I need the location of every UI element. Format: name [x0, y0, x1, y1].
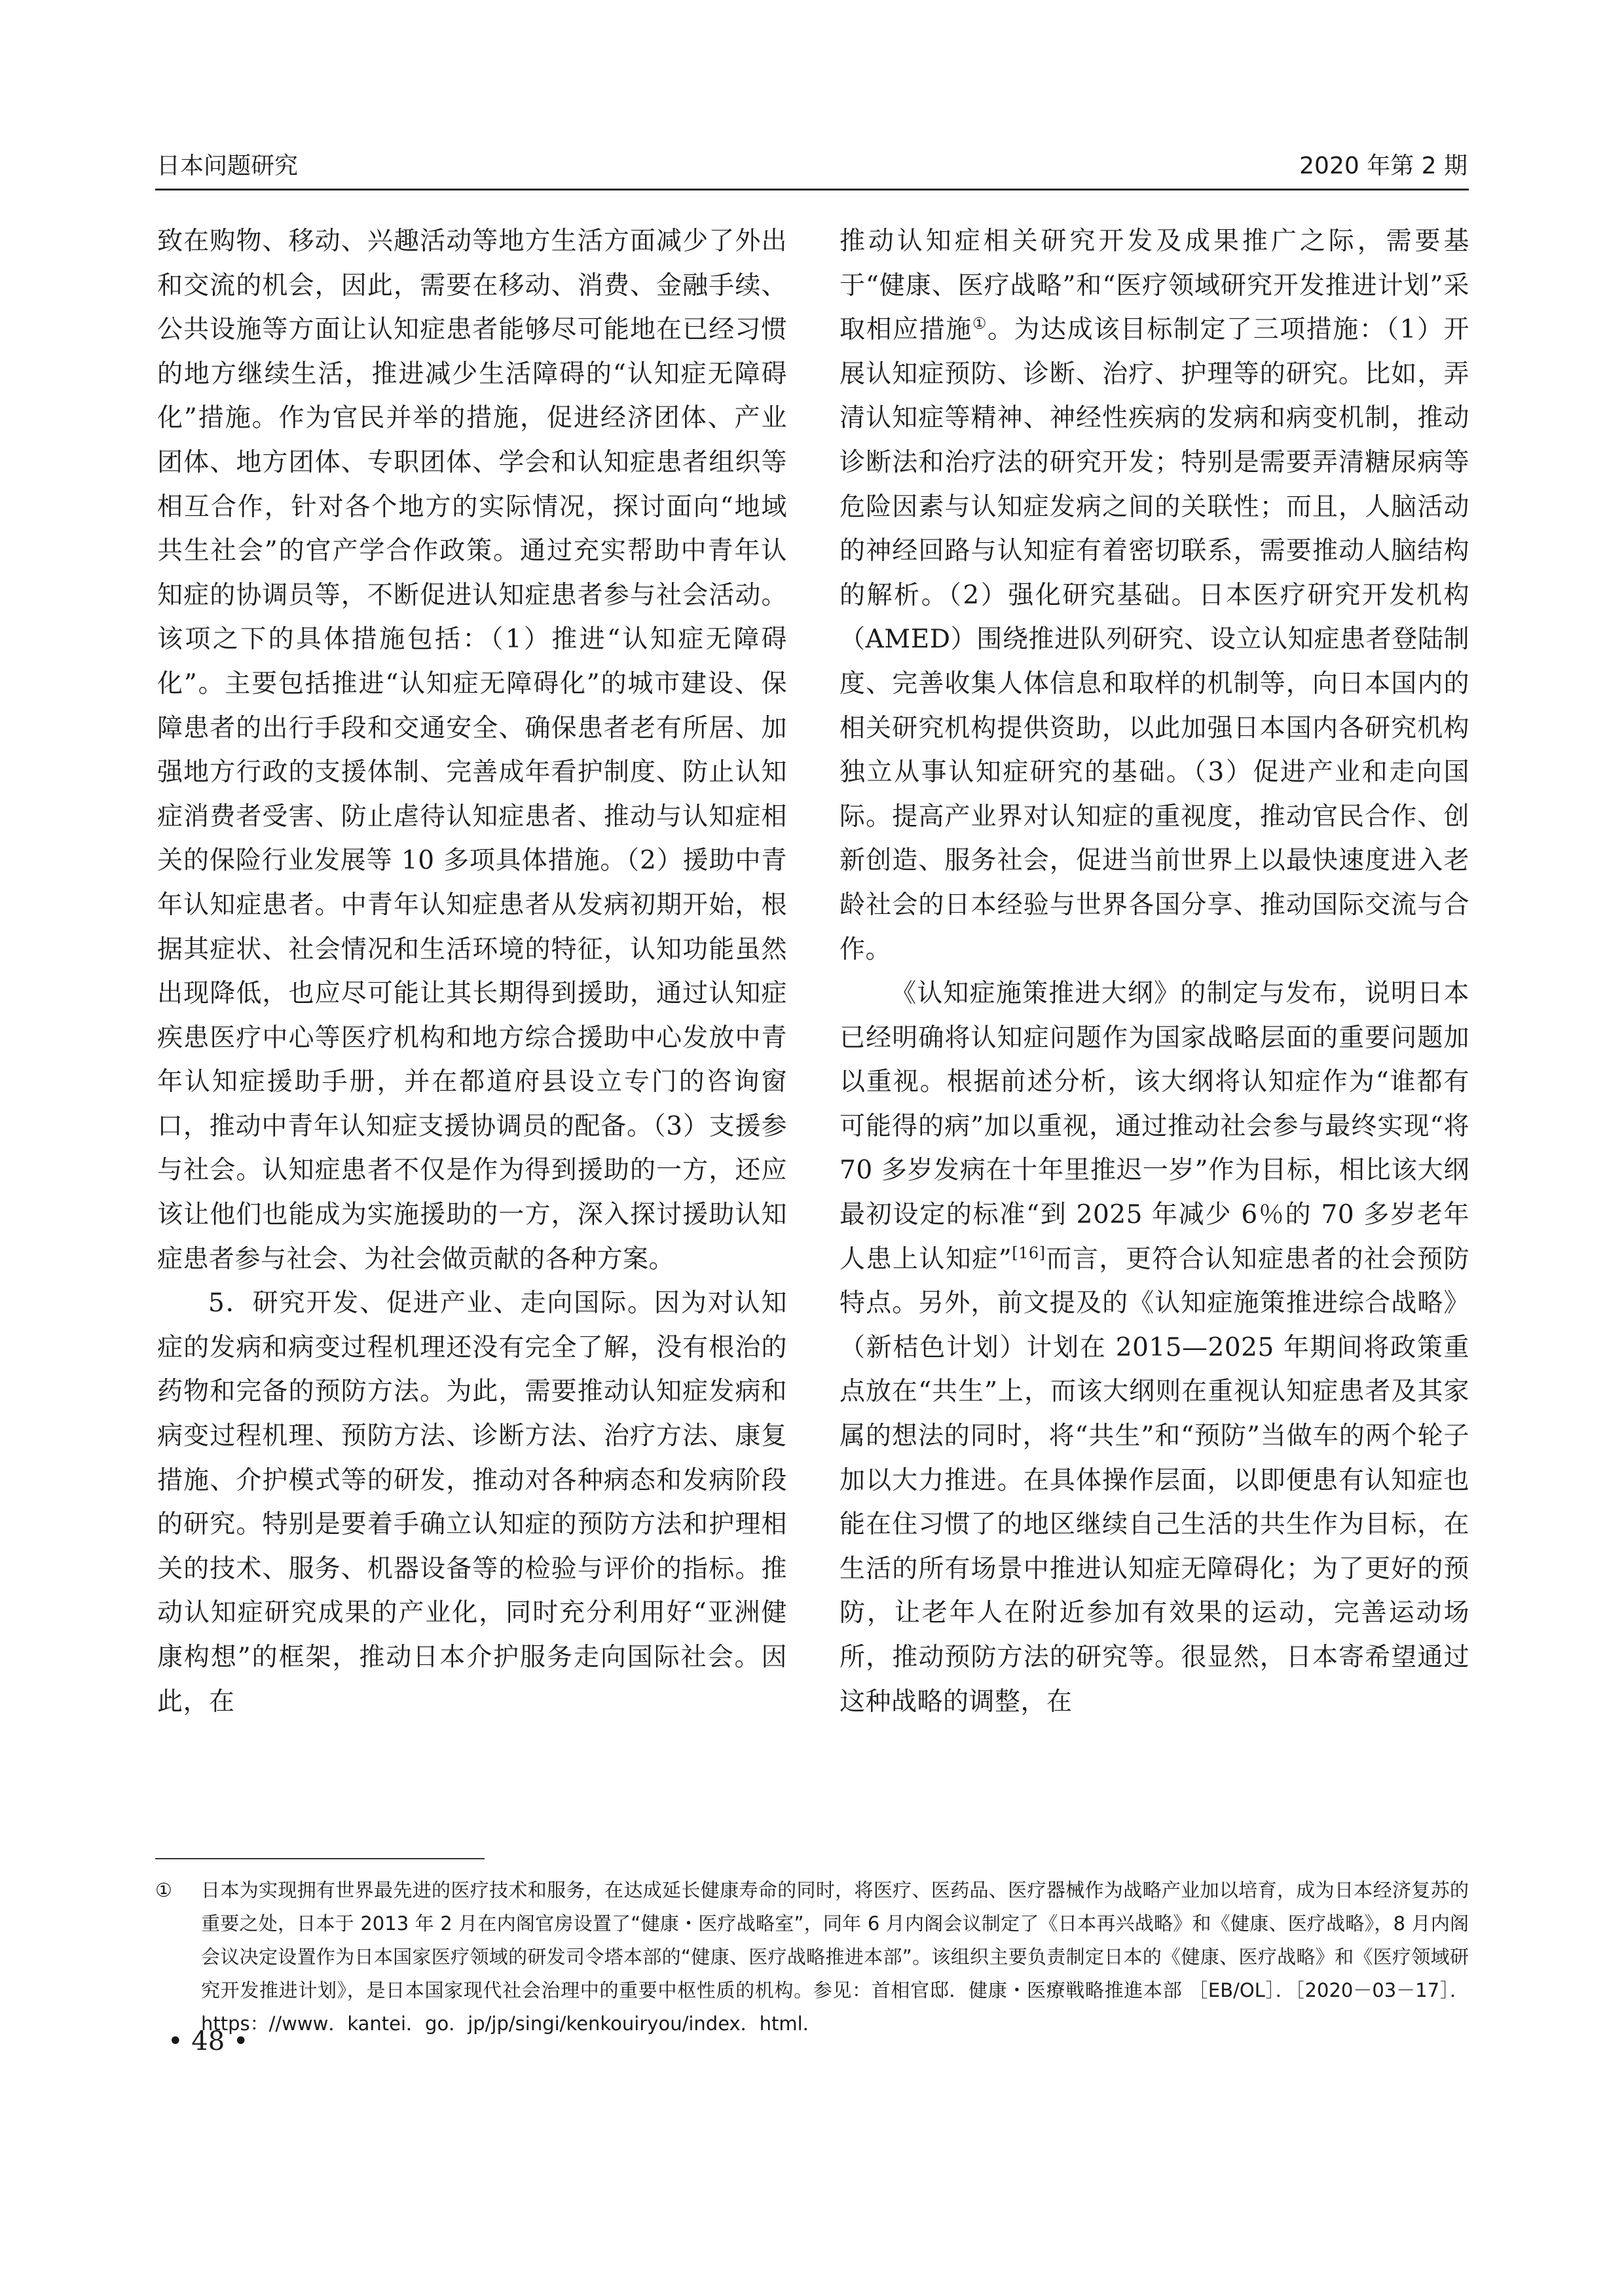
right-paragraph-1-text-a: 推动认知症相关研究开发及成果推广之际，需要基于“健康、医疗战略”和“医疗领域研究开发推进计划”采取相应措施 [840, 227, 1469, 345]
page-number: • 48 • [168, 2026, 249, 2056]
right-paragraph-1-text-b: 。为达成该目标制定了三项措施：（1）开展认知症预防、诊断、治疗、护理等的研究。比如，弄清认知症等精神、神经性疾病的发病和病变机制，推动诊断法和治疗法的研究开发；特别是需要弄清糖尿病等危险因素与认知症发病之间的关联性；而且，人脑活动的神经回路与认知症有着密切联系，需要推动人脑结构的解析。（2）强化研究基础。日本医疗研究开发机构（AMED）围绕推进队列研究、设立认知症患者登陆制度、完善收集人体信息和取样的机制等，向日本国内的相关研究机构提供资助，以此加强日本国内各研究机构独立从事认知症研究的基础。（3）促进产业和走向国际。提高产业界对认知症的重视度，推动官民合作、创新创造、服务社会，促进当前世界上以最快速度进入老龄社会的日本经验与世界各国分享、推动国际交流与合作。 [840, 315, 1469, 964]
left-column [157, 219, 787, 1724]
right-paragraph-1 [840, 219, 1469, 972]
right-paragraph-2-text-b: 而言，更符合认知症患者的社会预防特点。另外，前文提及的《认知症施策推进综合战略》（新桔色计划）计划在 2015—2025 年期间将政策重点放在“共生”上，而该大纲则在重视认知症患者及其家属的想法的同时，将“共生”和“预防”当做车的两个轮子加以大力推进。在具体操作层面，以即便患有认知症也能在住习惯了的地区继续自己生活的共生作为目标，在生活的所有场景中推进认知症无障碍化；为了更好的预防，让老年人在附近参加有效果的运动，完善运动场所，推动预防方法的研究等。很显然，日本寄希望通过这种战略的调整，在 [840, 1244, 1469, 1717]
citation-16: [16] [1012, 1243, 1046, 1262]
running-header [155, 149, 1469, 191]
journal-name: 日本问题研究 [157, 153, 299, 179]
right-paragraph-2 [840, 972, 1469, 1724]
footnote-reference-1: ① [972, 314, 987, 333]
footnote-mark: ① [155, 1879, 172, 1901]
left-paragraph-1: 致在购物、移动、兴趣活动等地方生活方面减少了外出和交流的机会，因此，需要在移动、消费、金融手续、公共设施等方面让认知症患者能够尽可能地在已经习惯的地方继续生活，推进减少生活障碍的“认知症无障碍化”措施。作为官民并举的措施，促进经济团体、产业团体、地方团体、专职团体、学会和认知症患者组织等相互合作，针对各个地方的实际情况，探讨面向“地域共生社会”的官产学合作政策。通过充实帮助中青年认知症的协调员等，不断促进认知症患者参与社会活动。该项之下的具体措施包括：（1）推进“认知症无障碍化”。主要包括推进“认知症无障碍化”的城市建设、保障患者的出行手段和交通安全、确保患者老有所居、加强地方行政的支援体制、完善成年看护制度、防止认知症消费者受害、防止虐待认知症患者、推动与认知症相关的保险行业发展等 10 多项具体措施。（2）援助中青年认知症患者。中青年认知症患者从发病初期开始，根据其症状、社会情况和生活环境的特征，认知功能虽然出现降低，也应尽可能让其长期得到援助，通过认知症疾患医疗中心等医疗机构和地方综合援助中心发放中青年认知症援助手册，并在都道府县设立专门的咨询窗口，推动中青年认知症支援协调员的配备。（3）支援参与社会。认知症患者不仅是作为得到援助的一方，还应该让他们也能成为实施援助的一方，深入探讨援助认知症患者参与社会、为社会做贡献的各种方案。 [157, 227, 787, 1274]
footnote-text: 日本为实现拥有世界最先进的医疗技术和服务，在达成延长健康寿命的同时，将医疗、医药品、医疗器械作为战略产业加以培育，成为日本经济复苏的重要之处，日本于 2013 年 2 月在内阁官房设置了“健康・医疗战略室”，同年 6 月内阁会议制定了《日本再兴战略》和《健康、医疗战略》，8 月内阁会议决定设置作为日本国家医疗领域的研发司令塔本部的“健康、医疗战略推进本部”。该组织主要负责制定日本的《健康、医疗战略》和《医疗领域研究开发推进计划》，是日本国家现代社会治理中的重要中枢性质的机构。参见：首相官邸．健康・医療戦略推進本部 ［EB/OL］．［2020－03－17］．https：//www．kantei．go．jp/jp/singi/kenkouiryou/index．html． [201, 1879, 1469, 2035]
left-paragraph-2: 5．研究开发、促进产业、走向国际。因为对认知症的发病和病变过程机理还没有完全了解，没有根治的药物和完备的预防方法。为此，需要推动认知症发病和病变过程机理、预防方法、诊断方法、治疗方法、康复措施、介护模式等的研发，推动对各种病态和发病阶段的研究。特别是要着手确立认知症的预防方法和护理相关的技术、服务、机器设备等的检验与评价的指标。推动认知症研究成果的产业化，同时充分利用好“亚洲健康构想”的框架，推动日本介护服务走向国际社会。因此，在 [157, 1288, 787, 1717]
right-column [840, 219, 1469, 1724]
footnote-divider [155, 1858, 485, 1859]
issue-label: 2020 年第 2 期 [1299, 153, 1467, 179]
right-paragraph-2-text-a: 《认知症施策推进大纲》的制定与发布，说明日本已经明确将认知症问题作为国家战略层面的重要问题加以重视。根据前述分析，该大纲将认知症作为“谁都有可能得的病”加以重视，通过推动社会参与最终实现“将 70 多岁发病在十年里推迟一岁”作为目标，相比该大纲最初设定的标准“到 2025 年减少 6％的 70 多岁老年人患上认知症” [840, 979, 1469, 1274]
footnote-1 [155, 1874, 1469, 2041]
